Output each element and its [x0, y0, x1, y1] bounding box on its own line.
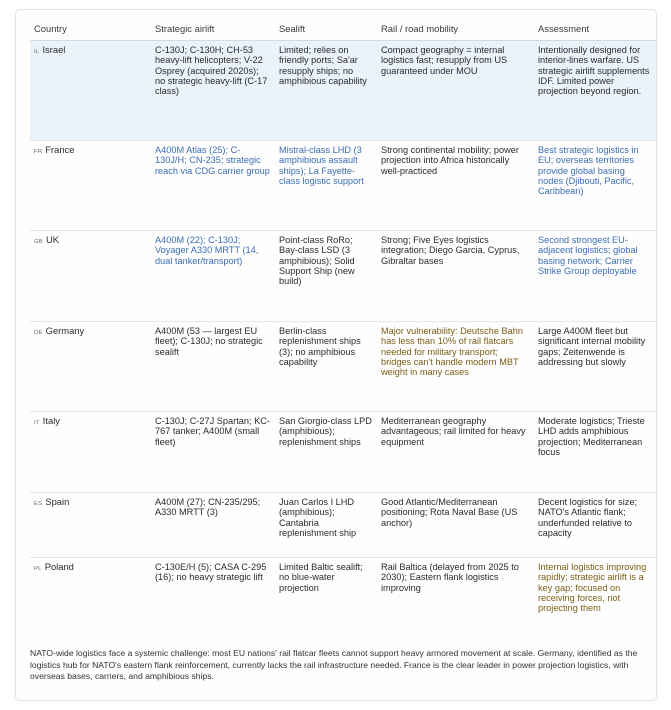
table-row-italy	[30, 412, 656, 493]
logistics-comparison-card	[15, 9, 657, 701]
country-name: Germany	[45, 325, 85, 336]
country-name: Israel	[42, 44, 66, 55]
sealift-cell: Mistral-class LHD (3 amphibious assault ships); La Fayette-class logistic support	[275, 141, 377, 231]
country-cell	[30, 558, 151, 651]
sealift-cell: Limited Baltic sealift; no blue-water projection	[279, 562, 363, 593]
header-strategic-airlift: Strategic airlift	[151, 16, 275, 41]
country-name: Poland	[44, 561, 74, 572]
rail-cell: Strong; Five Eyes logistics integration; Diego Garcia, Cyprus, Gibraltar bases	[377, 231, 534, 322]
rail-cell: Good Atlantic/Mediterranean positioning; Rota Naval Base (US anchor)	[377, 493, 534, 558]
assessment-cell: Second strongest EU-adjacent logistics; global basing network; Carrier Strike Group deployable	[534, 231, 656, 322]
table-row-germany	[30, 322, 656, 412]
country-name: Spain	[45, 496, 70, 507]
airlift-cell: C-130J; C-27J Spartan; KC-767 tanker; A400M (small fleet)	[151, 412, 275, 493]
assessment-cell: Large A400M fleet but significant internal mobility gaps; Zeitenwende is addressing but slowly	[534, 322, 656, 412]
header-rail-road-mobility: Rail / road mobility	[377, 16, 534, 41]
country-cell	[30, 322, 151, 412]
country-code: FR	[34, 149, 43, 155]
airlift-cell: A400M (27); CN-235/295; A330 MRTT (3)	[151, 493, 275, 558]
header-sealift: Sealift	[275, 16, 377, 41]
airlift-cell: A400M (53 — largest EU fleet); C-130J; no strategic sealift	[151, 322, 275, 412]
country-cell	[30, 41, 151, 141]
table-row-poland	[30, 558, 656, 651]
assessment-cell: Moderate logistics; Trieste LHD adds amphibious projection; Mediterranean focus	[534, 412, 656, 493]
sealift-cell: Limited; relies on friendly ports; Sa'ar resupply ships; no amphibious capability	[275, 41, 377, 141]
rail-cell: Strong continental mobility; power projection into Africa historically well-practiced	[377, 141, 534, 231]
country-name: Italy	[42, 415, 60, 426]
sealift-cell: Berlin-class replenishment ships (3); no amphibious capability	[275, 322, 377, 412]
country-code: ES	[34, 501, 43, 507]
footnote: NATO-wide logistics face a systemic challenge: most EU nations' rail flatcar fleets cannot support heavy armored movement at scale. Germany, identified as the logistics hub for NATO's eastern flank reinforcement, currently lacks the rail infrastructure needed. France is the clear leader in power projection logistics, with overseas bases, carriers, and amphibious ships.	[30, 648, 638, 682]
country-cell	[30, 493, 151, 558]
assessment-cell: Decent logistics for size; NATO's Atlantic flank; underfunded relative to capacity	[534, 493, 656, 558]
country-code: IL	[34, 49, 40, 55]
table-row-france	[30, 141, 656, 231]
country-code: DE	[34, 330, 43, 336]
country-cell	[30, 412, 151, 493]
country-code: GB	[34, 239, 43, 245]
rail-cell: Mediterranean geography advantageous; rail limited for heavy equipment	[377, 412, 534, 493]
sealift-cell: Point-class RoRo; Bay-class LSD (3 amphibious); Solid Support Ship (new build)	[275, 231, 377, 322]
country-name: UK	[45, 234, 60, 245]
assessment-cell: Best strategic logistics in EU; overseas territories provide global basing nodes (Djibouti, Pacific, Caribbean)	[534, 141, 656, 231]
logistics-table	[30, 16, 656, 650]
table-row-israel	[30, 41, 656, 141]
header-assessment: Assessment	[534, 16, 656, 41]
airlift-cell: A400M (22); C-130J; Voyager A330 MRTT (14, dual tanker/transport)	[151, 231, 275, 322]
country-code: PL	[34, 566, 42, 572]
rail-cell: Major vulnerability: Deutsche Bahn has less than 10% of rail flatcars needed for military transport; bridges can't handle modern MBT weight in many cases	[377, 322, 534, 412]
airlift-cell: C-130E/H (5); CASA C-295 (16); no heavy strategic lift	[155, 562, 267, 583]
table-row-uk	[30, 231, 656, 322]
country-cell	[30, 231, 151, 322]
rail-cell: Compact geography = internal logistics fast; resupply from US guaranteed under MOU	[377, 41, 534, 141]
sealift-cell: San Giorgio-class LPD (amphibious); replenishment ships	[275, 412, 377, 493]
country-name: France	[45, 144, 75, 155]
assessment-cell: Internal logistics improving rapidly; strategic airlift is a key gap; focused on receiving forces, not projecting them	[538, 562, 647, 614]
assessment-cell: Intentionally designed for interior-lines warfare. US strategic airlift supplements IDF. Limited power projection beyond region.	[534, 41, 656, 141]
table-row-spain	[30, 493, 656, 558]
rail-cell: Rail Baltica (delayed from 2025 to 2030); Eastern flank logistics improving	[381, 562, 519, 593]
airlift-cell: A400M Atlas (25); C-130J/H; CN-235; strategic reach via CDG carrier group	[151, 141, 275, 231]
header-country: Country	[30, 16, 151, 41]
airlift-cell: C-130J; C-130H; CH-53 heavy-lift helicopters; V-22 Osprey (acquired 2020s); no strategic heavy-lift (C-17 class)	[151, 41, 275, 141]
country-code: IT	[34, 420, 40, 426]
sealift-cell: Juan Carlos I LHD (amphibious); Cantabria replenishment ship	[275, 493, 377, 558]
header-row	[30, 16, 656, 41]
country-cell	[30, 141, 151, 231]
